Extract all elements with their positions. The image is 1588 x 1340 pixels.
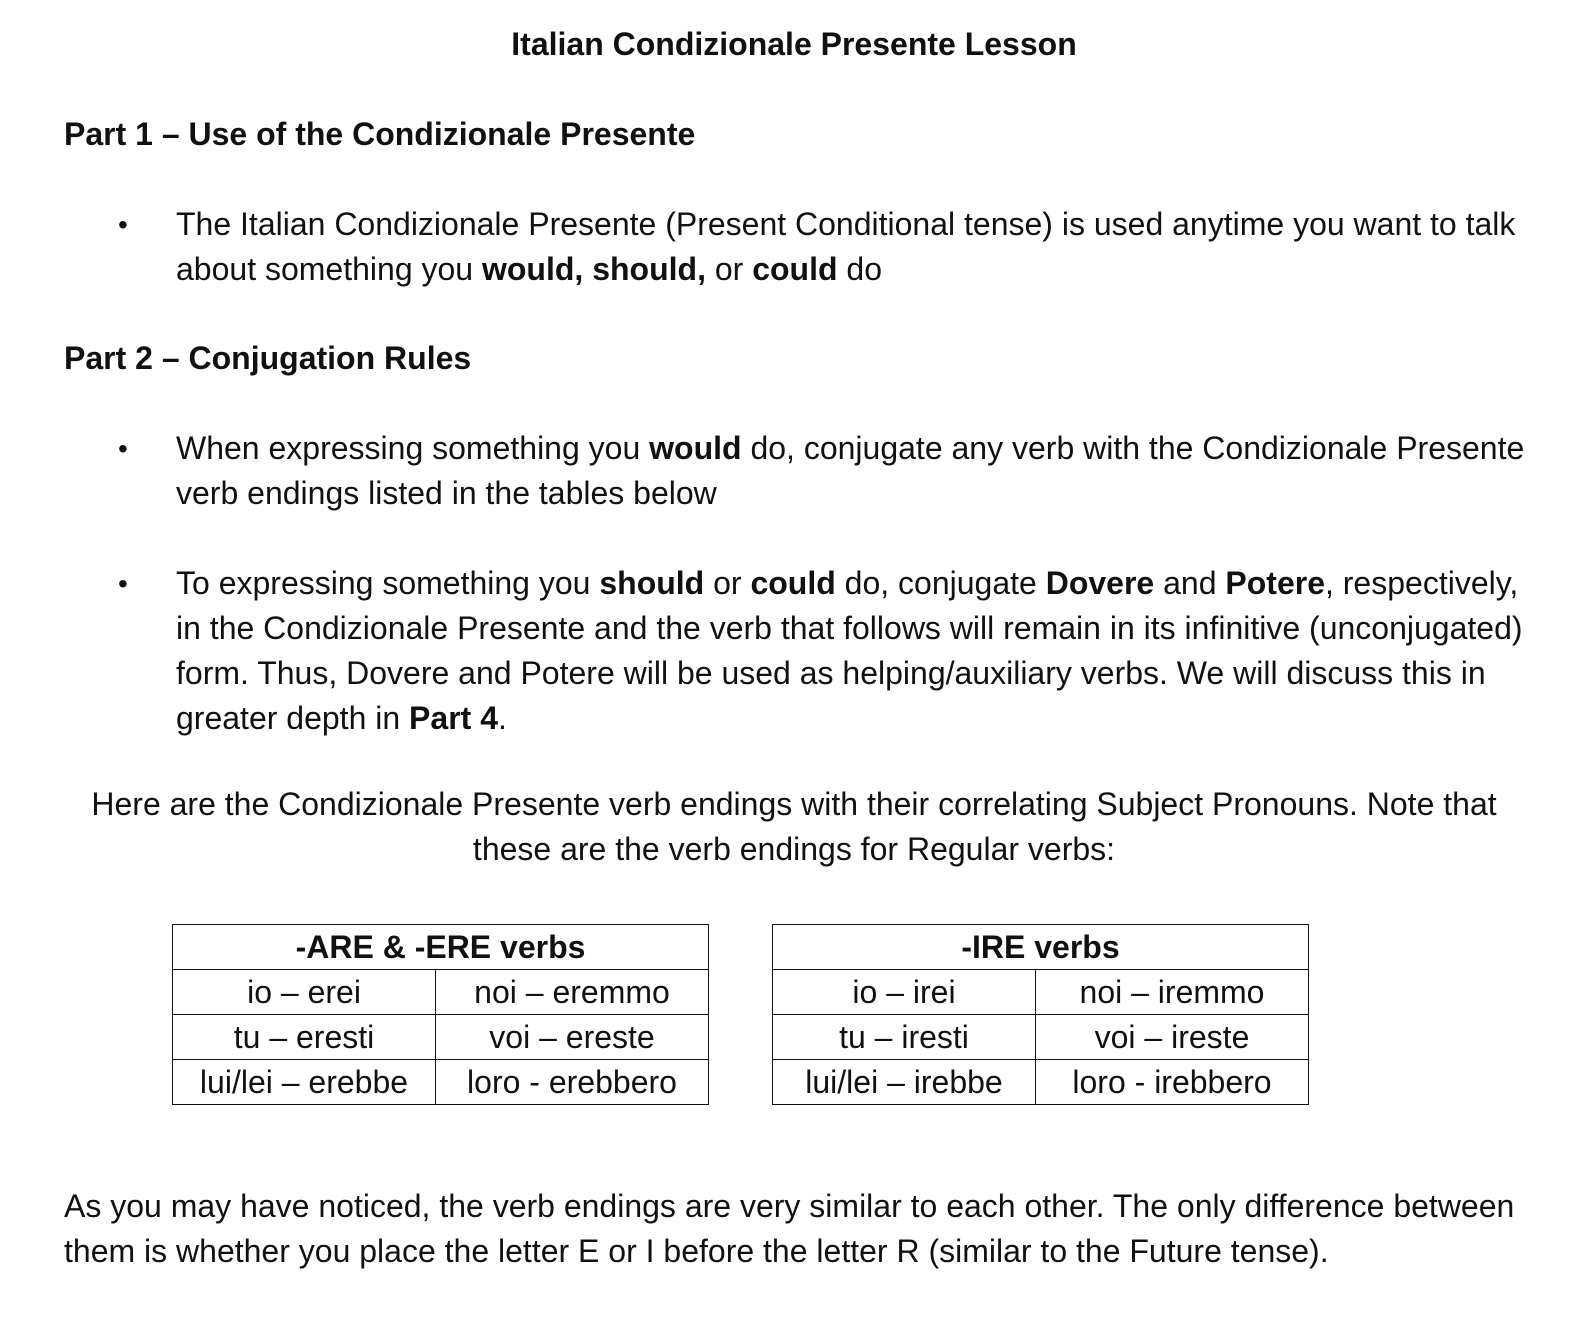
table-cell: tu – eresti [173,1015,436,1060]
table-header: -ARE & -ERE verbs [173,925,709,970]
table-cell: io – erei [173,970,436,1015]
part1-heading: Part 1 – Use of the Condizionale Presente [64,116,696,152]
table-row [173,1060,709,1105]
table-cell: noi – eremmo [436,970,709,1015]
closing-paragraph: As you may have noticed, the verb endings are very similar to each other. The only difference between them is whether you place the letter E or I before the letter R (similar to the Future tense). [64,1188,1515,1269]
table-row [773,1060,1309,1105]
table-cell: loro - erebbero [436,1060,709,1105]
part2-bullet-2-text: To expressing something you should or could do, conjugate Dovere and Potere, respectively, in the Condizionale Presente and the verb that follows will remain in its infinitive (unconjugated) form. Thus, Dovere and Potere will be used as helping/auxiliary verbs. We will discuss this in greater depth in Part 4. [176,565,1523,736]
table-row [773,970,1309,1015]
table-cell: lui/lei – erebbe [173,1060,436,1105]
table-cell: voi – ireste [1036,1015,1309,1060]
table-cell: voi – ereste [436,1015,709,1060]
table-cell: lui/lei – irebbe [773,1060,1036,1105]
table-header: -IRE verbs [773,925,1309,970]
table-row [173,970,709,1015]
bullet-icon: • [118,433,128,464]
bullet-icon: • [118,209,128,240]
table-cell: tu – iresti [773,1015,1036,1060]
table-row [173,1015,709,1060]
table-cell: noi – iremmo [1036,970,1309,1015]
bullet-icon: • [118,568,128,599]
table-cell: loro - irebbero [1036,1060,1309,1105]
table-intro-paragraph: Here are the Condizionale Presente verb endings with their correlating Subject Pronouns. Note that these are the verb endings for Regular verbs: [91,786,1497,867]
table-cell: io – irei [773,970,1036,1015]
table-row [773,1015,1309,1060]
are-ere-verbs-table [172,924,709,1105]
part1-bullet-1-text: The Italian Condizionale Presente (Present Conditional tense) is used anytime you want to talk about something you would, should, or could do [176,206,1516,287]
ire-verbs-table [772,924,1309,1105]
part2-bullet-1-text: When expressing something you would do, conjugate any verb with the Condizionale Presente verb endings listed in the tables below [176,430,1525,511]
part2-heading: Part 2 – Conjugation Rules [64,340,472,376]
document-title: Italian Condizionale Presente Lesson [511,26,1077,62]
